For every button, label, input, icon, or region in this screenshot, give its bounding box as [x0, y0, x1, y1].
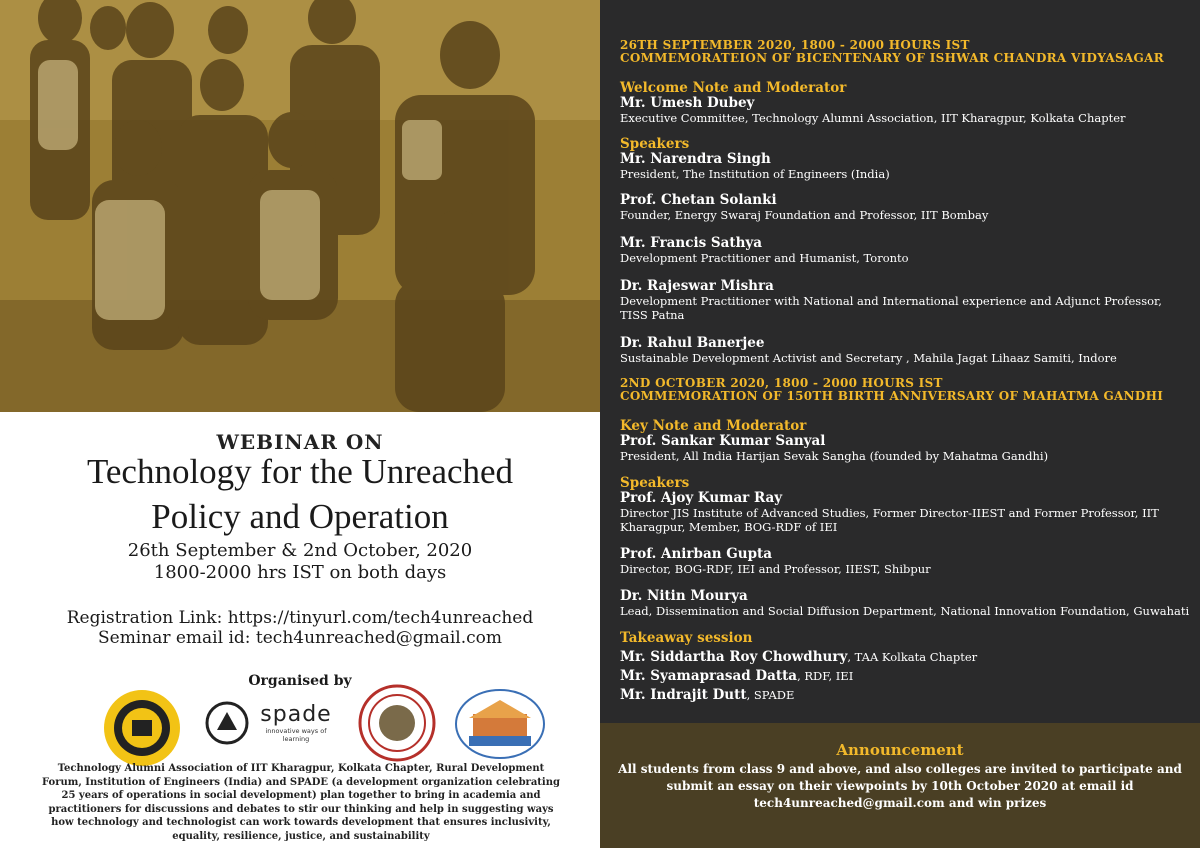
takeaway-org: , SPADE [746, 688, 795, 702]
keynote-label: Key Note and Moderator [620, 418, 807, 434]
day1-moderator-block [620, 81, 1192, 125]
speaker-name: Mr. Narendra Singh [620, 151, 771, 167]
seminar-email[interactable]: Seminar email id: tech4unreached@gmail.com [97, 628, 503, 648]
iei-logo [358, 684, 436, 762]
takeaway-block [620, 631, 1192, 703]
speaker-name: Mr. Francis Sathya [620, 235, 763, 251]
speaker-desc: Development Practitioner with National and International experience and Adjunct Professor, TISS Patna [620, 294, 1162, 322]
speaker-desc: Director, BOG-RDF, IEI and Professor, IIEST, Shibpur [620, 562, 931, 576]
takeaway-org: , RDF, IEI [797, 669, 854, 683]
welcome-note-label: Welcome Note and Moderator [620, 80, 847, 96]
speaker-desc: Director JIS Institute of Advanced Studies, Former Director-IIEST and Former Professor, IIT Kharagpur, Member, BOG-RDF of IEI [620, 506, 1159, 534]
webinar-title-line2: Policy and Operation [151, 497, 449, 536]
takeaway-name: Mr. Siddartha Roy Chowdhury [620, 649, 848, 665]
day2-header [620, 377, 1192, 403]
organised-by-label: Organised by [248, 673, 352, 689]
speaker-desc: Lead, Dissemination and Social Diffusion Department, National Innovation Foundation, Guwahati [620, 604, 1190, 618]
day1-speaker-3 [620, 236, 1192, 265]
day1-speaker-5 [620, 336, 1192, 365]
takeaway-name: Mr. Syamaprasad Datta [620, 668, 798, 684]
day1-header [620, 39, 1192, 65]
day2-theme-header: COMMEMORATION OF 150TH BIRTH ANNIVERSARY OF MAHATMA GANDHI [620, 389, 1164, 403]
takeaway-name: Mr. Indrajit Dutt [620, 687, 747, 703]
organisers-description: Technology Alumni Association of IIT Kharagpur, Kolkata Chapter, Rural Development Forum, Institution of Engineers (India) and SPADE (a development organization celebrating 25 years of operations in social development) plan together to bring in academia and practitioners for discussions and debates to stir our thinking and help in suggesting ways how technology and technologist can work towards development that ensures inclusivity, equality, resilience, justice, and sustainability [42, 763, 560, 842]
rdf-logo [455, 688, 545, 760]
webinar-label: WEBINAR ON [216, 430, 384, 454]
speaker-desc: Development Practitioner and Humanist, Toronto [620, 251, 909, 265]
takeaway-item [620, 646, 1192, 665]
spade-logo-text: spade [260, 702, 332, 727]
children-photo [0, 0, 600, 412]
spade-emblem-logo [204, 700, 250, 746]
spade-tagline: innovative ways of learning [265, 727, 327, 743]
moderator-name: Mr. Umesh Dubey [620, 95, 755, 111]
speaker-name: Prof. Chetan Solanki [620, 192, 777, 208]
speakers-label: Speakers [620, 475, 690, 491]
moderator-desc: President, All India Harijan Sevak Sangha (founded by Mahatma Gandhi) [620, 449, 1049, 463]
day2-moderator-block [620, 419, 1192, 463]
speaker-desc: Sustainable Development Activist and Secretary , Mahila Jagat Lihaaz Samiti, Indore [620, 351, 1117, 365]
announcement-box [600, 723, 1200, 848]
webinar-hours: 1800-2000 hrs IST on both days [153, 562, 447, 583]
takeaway-item [620, 665, 1192, 684]
speaker-name: Prof. Anirban Gupta [620, 546, 772, 562]
moderator-name: Prof. Sankar Kumar Sanyal [620, 433, 826, 449]
day1-speaker-2 [620, 193, 1192, 222]
speaker-name: Dr. Nitin Mourya [620, 588, 748, 604]
speaker-name: Dr. Rahul Banerjee [620, 335, 765, 351]
day1-date-header: 26TH SEPTEMBER 2020, 1800 - 2000 HOURS IST [620, 38, 970, 52]
spade-logo [256, 702, 336, 743]
takeaway-item [620, 684, 1192, 703]
speaker-name: Dr. Rajeswar Mishra [620, 278, 774, 294]
speaker-desc: President, The Institution of Engineers (India) [620, 167, 890, 181]
takeaway-org: , TAA Kolkata Chapter [847, 650, 978, 664]
day2-date-header: 2ND OCTOBER 2020, 1800 - 2000 HOURS IST [620, 376, 943, 390]
right-panel [600, 0, 1200, 848]
day2-speaker-3 [620, 589, 1192, 618]
day1-speaker-4 [620, 279, 1192, 322]
day1-speakers-block [620, 137, 1192, 181]
announcement-text: All students from class 9 and above, and also colleges are invited to participate and submit an essay on their viewpoints by 10th October 2020 at email id tech4unreached@gmail.com and win prizes [618, 762, 1182, 810]
speaker-desc: Founder, Energy Swaraj Foundation and Professor, IIT Bombay [620, 208, 989, 222]
takeaway-label: Takeaway session [620, 630, 753, 646]
moderator-desc: Executive Committee, Technology Alumni Association, IIT Kharagpur, Kolkata Chapter [620, 111, 1126, 125]
registration-link[interactable]: Registration Link: https://tinyurl.com/tech4unreached [66, 608, 534, 628]
webinar-dates: 26th September & 2nd October, 2020 [127, 540, 473, 561]
taa-kolkata-logo [102, 688, 182, 768]
day1-theme-header: COMMEMORATEION OF BICENTENARY OF ISHWAR CHANDRA VIDYASAGAR [620, 51, 1164, 65]
speaker-name: Prof. Ajoy Kumar Ray [620, 490, 783, 506]
day2-speakers-block [620, 476, 1192, 534]
speakers-label: Speakers [620, 136, 690, 152]
day2-speaker-2 [620, 547, 1192, 576]
webinar-title-line1: Technology for the Unreached [86, 452, 514, 491]
photo-illustration [0, 0, 600, 412]
announcement-title: Announcement [836, 741, 964, 759]
organiser-logos [100, 684, 560, 764]
